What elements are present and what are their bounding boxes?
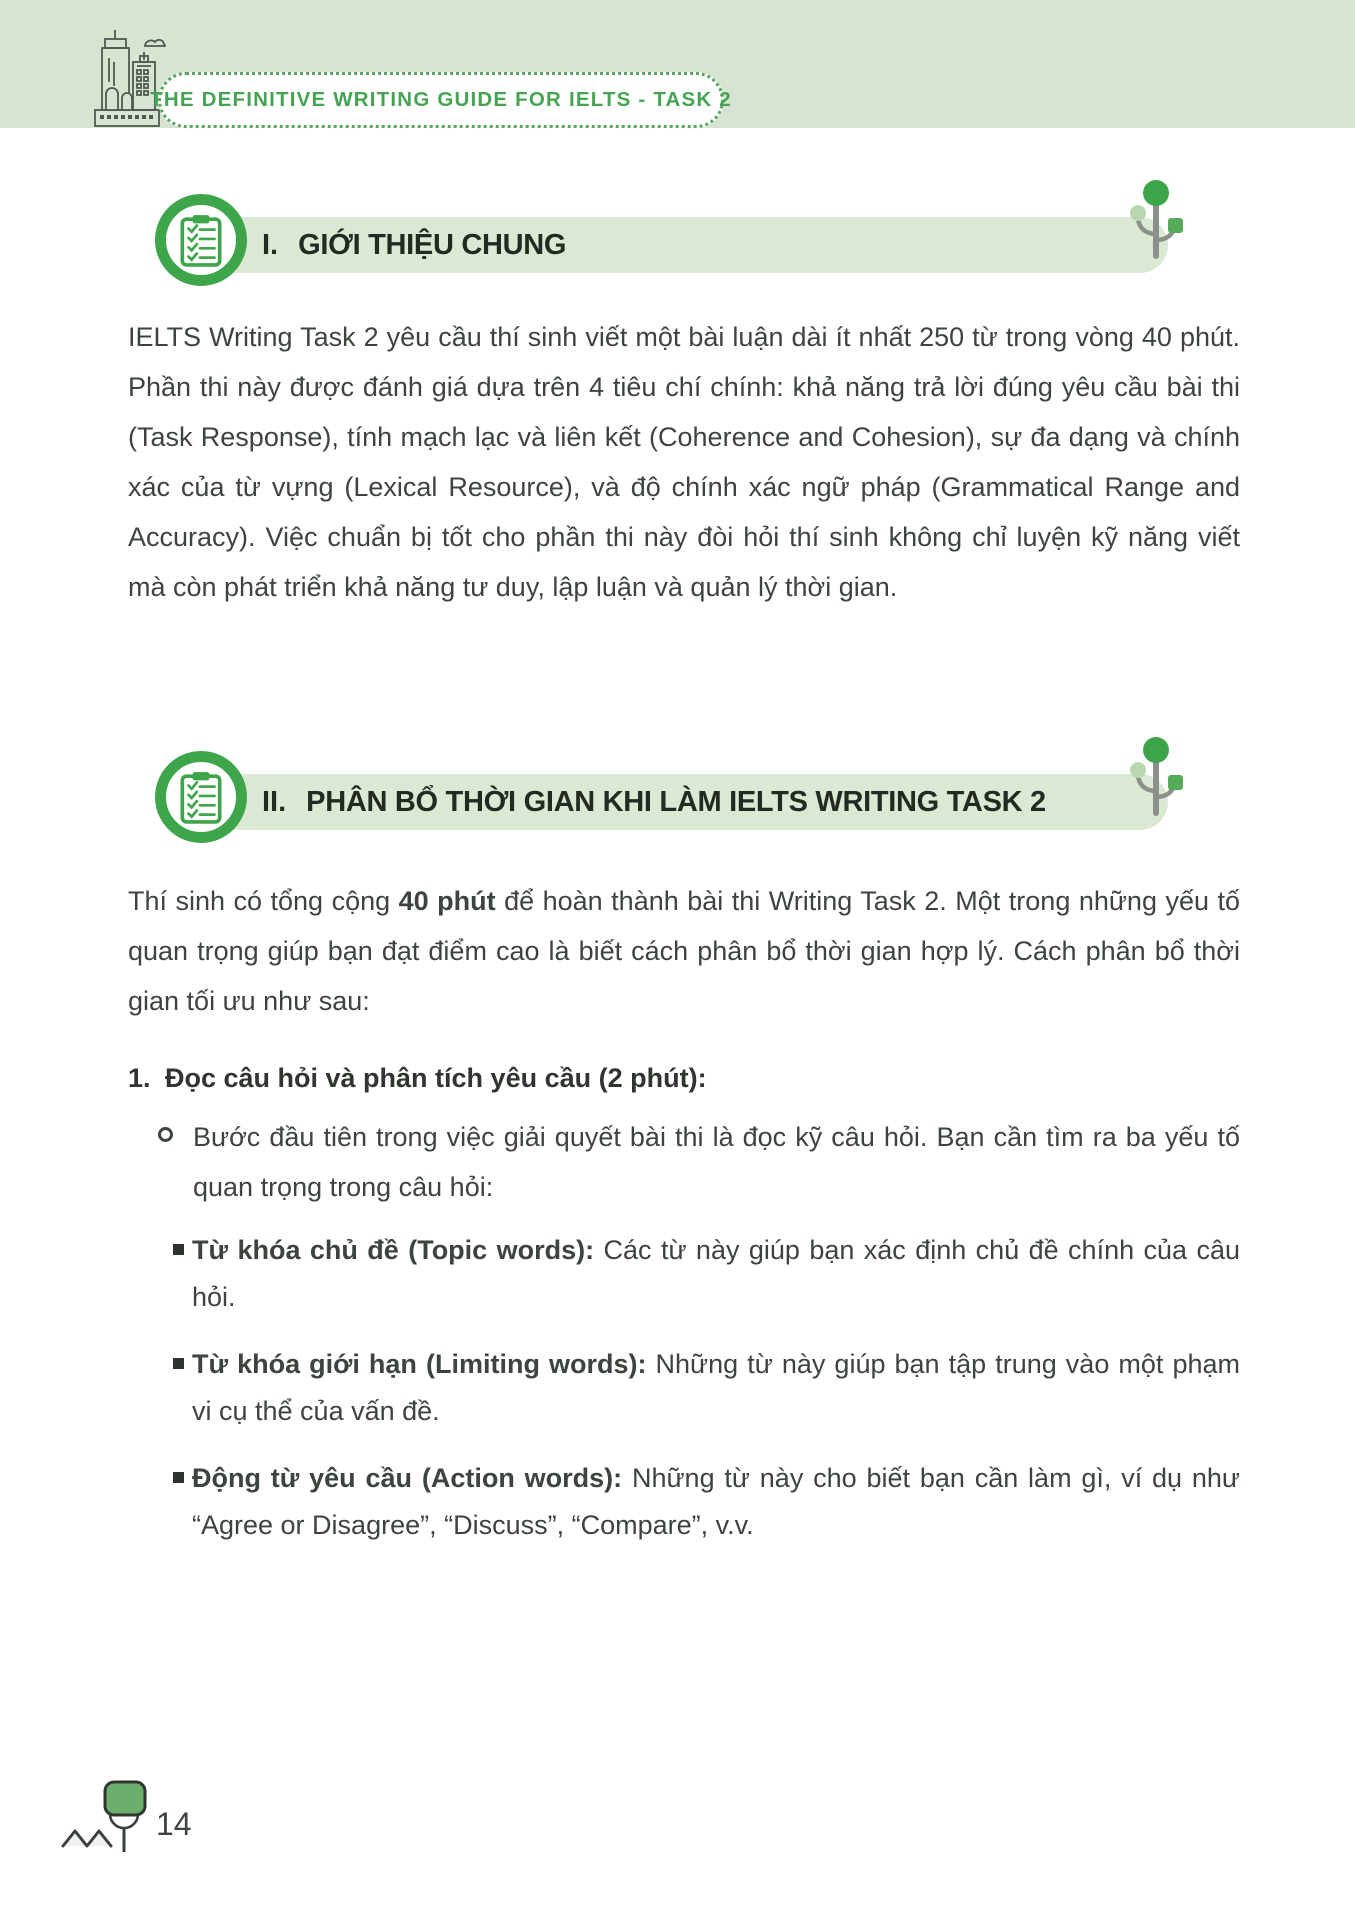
keyword-topic-text: Các từ này giúp bạn xác định chủ đề chính của câu hỏi. bbox=[192, 1235, 1240, 1312]
section-2-banner bbox=[200, 774, 1168, 830]
tree-icon bbox=[1127, 737, 1185, 817]
list-item-1-number: 1. bbox=[128, 1063, 151, 1093]
clipboard-icon bbox=[178, 213, 224, 267]
keyword-limiting-text: Những từ này giúp bạn tập trung vào một phạm vi cụ thể của vấn đề. bbox=[192, 1349, 1240, 1426]
keyword-bullet-action bbox=[128, 1455, 1240, 1549]
tree-icon bbox=[1127, 180, 1185, 260]
keyword-topic-lead: Từ khóa chủ đề (Topic words): bbox=[192, 1235, 595, 1265]
time-paragraph-post: để hoàn thành bài thi Writing Task 2. Một trong những yếu tố quan trọng giúp bạn đạt điểm cao là biết cách phân bổ thời gian hợp lý. Cách phân bổ thời gian tối ưu như sau: bbox=[128, 886, 1240, 1016]
city-building-icon bbox=[93, 26, 171, 128]
clipboard-badge bbox=[155, 194, 247, 286]
section-1-banner bbox=[200, 217, 1168, 273]
section-1-numeral: I. bbox=[262, 228, 279, 261]
section-2-numeral: II. bbox=[262, 785, 287, 818]
section-2-title: PHÂN BỔ THỜI GIAN KHI LÀM IELTS WRITING TASK 2 bbox=[306, 785, 1046, 818]
time-paragraph-bold: 40 phút bbox=[398, 886, 496, 916]
keyword-action-text: Những từ này cho biết bạn cần làm gì, ví dụ như “Agree or Disagree”, “Discuss”, “Compare”, v.v. bbox=[192, 1463, 1240, 1540]
book-title-pill bbox=[150, 72, 732, 128]
time-paragraph bbox=[128, 876, 1240, 1026]
section-1-title: GIỚI THIỆU CHUNG bbox=[298, 228, 567, 261]
circle-bullet-icon bbox=[158, 1127, 173, 1142]
keyword-bullet-topic bbox=[128, 1227, 1240, 1321]
square-bullet-icon bbox=[173, 1358, 184, 1369]
cloud-icon bbox=[145, 40, 165, 46]
intro-paragraph: IELTS Writing Task 2 yêu cầu thí sinh viết một bài luận dài ít nhất 250 từ trong vòng 40 phút. Phần thi này được đánh giá dựa trên 4 tiêu chí chính: khả năng trả lời đúng yêu cầu bài thi (Task Response), tính mạch lạc và liên kết (Coherence and Cohesion), sự đa dạng và chính xác của từ vựng (Lexical Resource), và độ chính xác ngữ pháp (Grammatical Range and Accuracy). Việc chuẩn bị tốt cho phần thi này đòi hỏi thí sinh không chỉ luyện kỹ năng viết mà còn phát triển khả năng tư duy, lập luận và quản lý thời gian. bbox=[128, 322, 1240, 602]
list-item-1 bbox=[128, 1063, 1240, 1094]
sub-bullet bbox=[128, 1112, 1240, 1212]
clipboard-icon bbox=[178, 770, 224, 824]
page-number: 14 bbox=[156, 1806, 192, 1842]
square-bullet-icon bbox=[173, 1472, 184, 1483]
keyword-action-lead: Động từ yêu cầu (Action words): bbox=[192, 1463, 623, 1493]
keyword-limiting-lead: Từ khóa giới hạn (Limiting words): bbox=[192, 1349, 647, 1379]
list-item-1-title: Đọc câu hỏi và phân tích yêu cầu (2 phút): bbox=[165, 1063, 707, 1093]
time-paragraph-pre: Thí sinh có tổng cộng bbox=[128, 886, 399, 916]
square-bullet-icon bbox=[173, 1244, 184, 1255]
clipboard-badge bbox=[155, 751, 247, 843]
book-title: THE DEFINITIVE WRITING GUIDE FOR IELTS - TASK 2 bbox=[150, 88, 732, 111]
sub-bullet-text: Bước đầu tiên trong việc giải quyết bài thi là đọc kỹ câu hỏi. Bạn cần tìm ra ba yếu tố quan trọng trong câu hỏi: bbox=[193, 1122, 1240, 1202]
keyword-bullet-limiting bbox=[128, 1341, 1240, 1435]
